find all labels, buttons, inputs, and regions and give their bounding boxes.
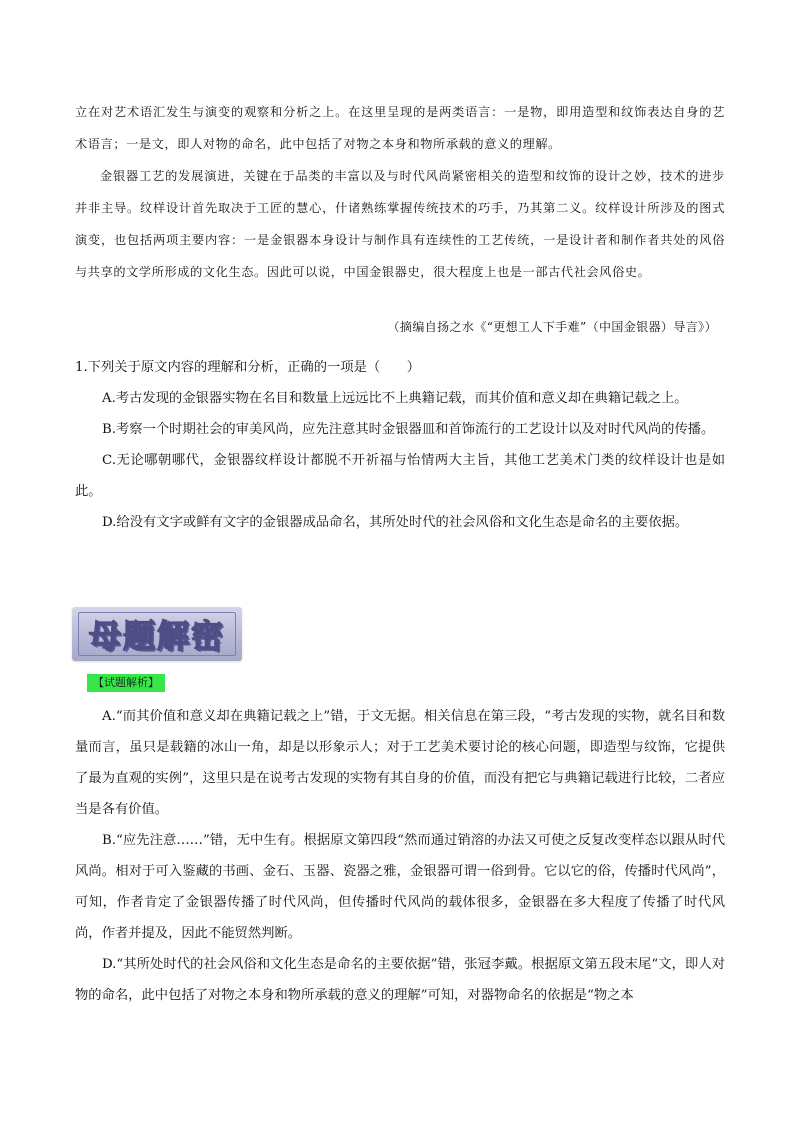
section-banner — [72, 607, 242, 661]
analysis-b: B.“应先注意……”错，无中生有。根据原文第四段“然而通过销溶的办法又可使之反复改变样态以跟从时代风尚。相对于可入鉴藏的书画、金石、玉器、瓷器之雅，金银器可谓一俗到骨。它以它的俗，传播时代风尚”，可知，作者肯定了金银器传播了时代风尚，但传播时代风尚的载体很多，金银器在多大程度了传播了时代风尚，作者并提及，因此不能贸然判断。 — [75, 833, 725, 941]
option-b: B.考察一个时期社会的审美风尚，应先注意其时金银器皿和首饰流行的工艺设计以及对时代风尚的传播。 — [102, 422, 715, 437]
passage-paragraph-1 — [75, 96, 725, 160]
question-stem: 1.下列关于原文内容的理解和分析，正确的一项是（ ） — [75, 360, 421, 375]
section-banner-title: 母题解密 — [78, 612, 236, 656]
passage-text: 金银器工艺的发展演进，关键在于品类的丰富以及与时代风尚紧密相关的造型和纹饰的设计之妙，技术的进步并非主导。纹样设计首先取决于工匠的慧心，什诸熟练掌握传统技术的巧手，乃其第二义。纹样设计所涉及的图式演变，也包括两项主要内容：一是金银器本身设计与制作具有连续性的工艺传统，一是设计者和制作者共处的风俗与共享的文学所形成的文化生态。因此可以说，中国金银器史，很大程度上也是一部古代社会风俗史。 — [75, 169, 725, 279]
analysis-a: A.“而其价值和意义却在典籍记载之上”错，于文无据。相关信息在第三段，“考古发现的实物，就名目和数量而言，虽只是载籍的冰山一角，却是以形象示人；对于工艺美术要讨论的核心问题，即造型与纹饰，它提供了最为直观的实例”，这里只是在说考古发现的实物有其自身的价值，而没有把它与典籍记载进行比较，二者应当是各有价值。 — [75, 709, 725, 817]
analysis-block — [75, 701, 725, 1011]
analysis-tag: 【试题解析】 — [87, 674, 165, 692]
option-c: C.无论哪朝哪代，金银器纹样设计都脱不开祈福与怡情两大主旨，其他工艺美术门类的纹样设计也是如此。 — [75, 453, 725, 499]
option-a: A.考古发现的金银器实物在名目和数量上远远比不上典籍记载，而其价值和意义却在典籍记载之上。 — [102, 391, 688, 406]
passage-source-citation: （摘编自扬之水《“更想工人下手难”（中国金银器）导言》） — [387, 320, 717, 334]
option-d: D.给没有文字或鲜有文字的金银器成品命名，其所处时代的社会风俗和文化生态是命名的主要依据。 — [102, 515, 689, 530]
question-block — [75, 352, 725, 538]
analysis-d: D.“其所处时代的社会风俗和文化生态是命名的主要依据”错，张冠李戴。根据原文第五段末尾“文，即人对物的命名，此中包括了对物之本身和物所承载的意义的理解”可知，对器物命名的依据是“物之本 — [75, 957, 725, 1003]
passage-text: 立在对艺术语汇发生与演变的观察和分析之上。在这里呈现的是两类语言：一是物，即用造型和纹饰表达自身的艺术语言；一是文，即人对物的命名，此中包括了对物之本身和物所承载的意义的理解。 — [75, 105, 725, 151]
passage-paragraph-2 — [75, 160, 725, 288]
